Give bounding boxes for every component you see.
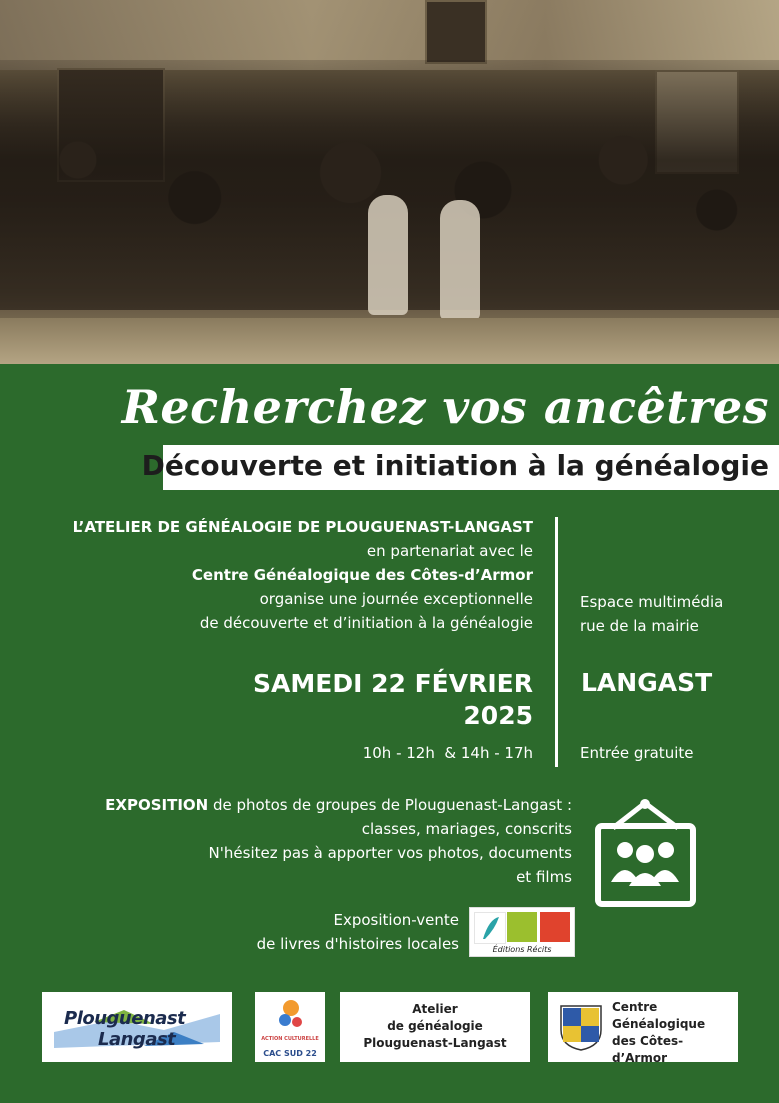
editions-recits-logo <box>469 907 575 957</box>
centre-line-3: des Côtes-d’Armor <box>612 1034 684 1065</box>
centre-genealogique-card <box>548 992 738 1065</box>
organizer-block <box>33 515 533 635</box>
poster-subtitle: Découverte et initiation à la généalogie <box>141 449 769 482</box>
partnership-text: en partenariat avec le <box>366 542 533 560</box>
atelier-genealogie-card <box>340 992 530 1062</box>
event-hours: 10h - 12h & 14h - 17h <box>362 744 533 762</box>
cac-text: CAC SUD 22 <box>263 1049 317 1058</box>
exposition-label: EXPOSITION <box>105 796 209 814</box>
vente-line-1: Exposition-vente <box>333 911 459 929</box>
coat-of-arms-icon <box>556 1002 606 1052</box>
exposition-block <box>52 793 572 889</box>
atelier-line-2: de généalogie <box>387 1019 483 1033</box>
editions-caption: Éditions Récits <box>492 945 552 954</box>
vente-block <box>99 908 459 956</box>
event-date-day: SAMEDI 22 FÉVRIER <box>253 669 533 698</box>
atelier-line-1: Atelier <box>412 1002 458 1016</box>
langast-text: Langast <box>98 1029 176 1050</box>
venue-line-1: Espace multimédia <box>580 593 724 611</box>
exposition-line-4: et films <box>516 868 572 886</box>
centre-line-2: Généalogique <box>612 1017 706 1031</box>
exposition-line-3: N'hésitez pas à apporter vos photos, documents <box>208 844 572 862</box>
vente-line-2: de livres d'histoires locales <box>256 935 459 953</box>
cac-sud-22-logo <box>255 992 325 1062</box>
hero-photo <box>0 0 779 364</box>
entry-info: Entrée gratuite <box>580 744 694 762</box>
event-date-year: 2025 <box>463 701 533 730</box>
venue-line-2: rue de la mairie <box>580 617 699 635</box>
group-photo-frame-icon <box>593 798 698 908</box>
plouguenast-text: Plouguenast <box>64 1008 186 1029</box>
event-date <box>133 668 533 732</box>
plouguenast-langast-logo <box>42 992 232 1062</box>
organizer-text-2: de découverte et d’initiation à la généalogie <box>199 614 533 632</box>
atelier-line-3: Plouguenast-Langast <box>363 1036 507 1050</box>
column-divider <box>555 517 558 767</box>
event-city: LANGAST <box>581 668 713 697</box>
exposition-line-1: de photos de groupes de Plouguenast-Langast : <box>208 796 572 814</box>
organizer-text-1: organise une journée exceptionnelle <box>259 590 533 608</box>
exposition-line-2: classes, mariages, conscrits <box>361 820 572 838</box>
venue-block <box>580 590 770 638</box>
poster-title: Recherchez vos ancêtres <box>121 380 769 434</box>
organizer-name: L’ATELIER DE GÉNÉALOGIE DE PLOUGUENAST-LANGAST <box>72 518 533 536</box>
cac-top-text: ACTION CULTURELLE <box>261 1036 319 1042</box>
partner-name: Centre Généalogique des Côtes-d’Armor <box>191 566 533 584</box>
centre-line-1: Centre <box>612 1000 658 1014</box>
